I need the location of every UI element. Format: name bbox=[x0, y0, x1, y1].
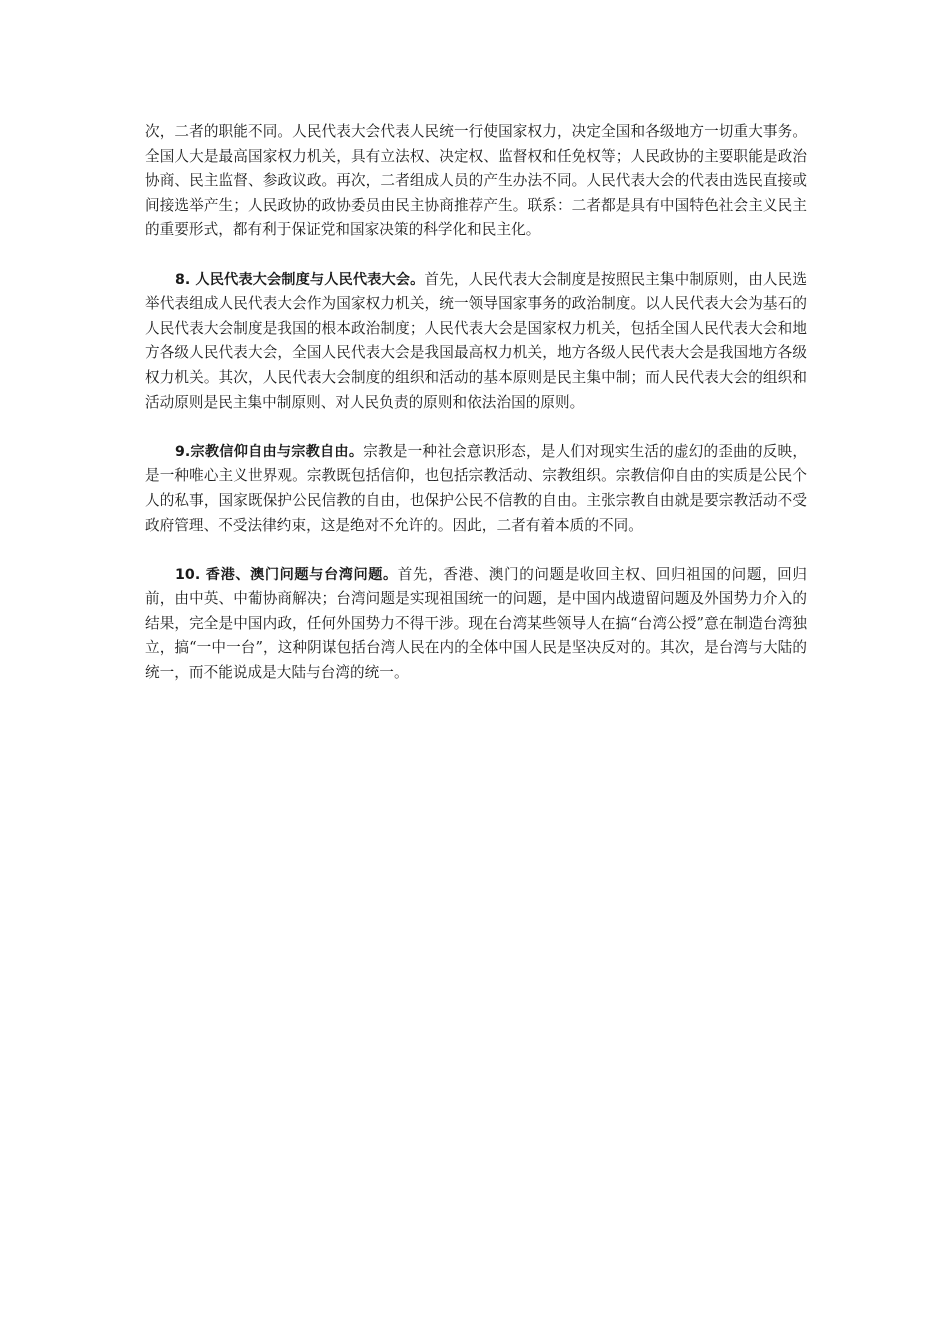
paragraph-item-9 bbox=[145, 440, 807, 538]
document-page bbox=[145, 120, 807, 686]
paragraph-heading: 8. 人民代表大会制度与人民代表大会。 bbox=[175, 271, 425, 288]
paragraph-text: 宗教是一种社会意识形态，是人们对现实生活的虚幻的歪曲的反映，是一种唯心主义世界观。宗教既包括信仰，也包括宗教活动、宗教组织。宗教信仰自由的实质是公民个人的私事，国家既保护公民信教的自由，也保护公民不信教的自由。主张宗教自由就是要宗教活动不受政府管理、不受法律约束，这是绝对不允许的。因此，二者有着本质的不同。 bbox=[145, 442, 807, 534]
paragraph-continuation bbox=[145, 120, 807, 243]
paragraph-text: 首先，人民代表大会制度是按照民主集中制原则，由人民选举代表组成人民代表大会作为国家权力机关，统一领导国家事务的政治制度。以人民代表大会为基石的人民代表大会制度是我国的根本政治制度；人民代表大会是国家权力机关，包括全国人民代表大会和地方各级人民代表大会，全国人民代表大会是我国最高权力机关，地方各级人民代表大会是我国地方各级权力机关。其次，人民代表大会制度的组织和活动的基本原则是民主集中制；而人民代表大会的组织和活动原则是民主集中制原则、对人民负责的原则和依法治国的原则。 bbox=[145, 270, 807, 411]
paragraph-heading: 10. 香港、澳门问题与台湾问题。 bbox=[175, 566, 398, 583]
paragraph-text: 首先，香港、澳门的问题是收回主权、回归祖国的问题，回归前，由中英、中葡协商解决；台湾问题是实现祖国统一的问题，是中国内战遗留问题及外国势力介入的结果，完全是中国内政，任何外国势力不得干涉。现在台湾某些领导人在搞“台湾公授”意在制造台湾独立，搞“一中一台”，这种阴谋包括台湾人民在内的全体中国人民是坚决反对的。其次，是台湾与大陆的统一，而不能说成是大陆与台湾的统一。 bbox=[145, 565, 807, 682]
paragraph-item-10 bbox=[145, 563, 807, 686]
paragraph-heading: 9.宗教信仰自由与宗教自由。 bbox=[175, 443, 364, 460]
paragraph-item-8 bbox=[145, 268, 807, 416]
paragraph-text: 次，二者的职能不同。人民代表大会代表人民统一行使国家权力，决定全国和各级地方一切重大事务。全国人大是最高国家权力机关，具有立法权、决定权、监督权和任免权等；人民政协的主要职能是政治协商、民主监督、参政议政。再次，二者组成人员的产生办法不同。人民代表大会的代表由选民直接或间接选举产生；人民政协的政协委员由民主协商推荐产生。联系：二者都是具有中国特色社会主义民主的重要形式，都有利于保证党和国家决策的科学化和民主化。 bbox=[145, 123, 807, 239]
